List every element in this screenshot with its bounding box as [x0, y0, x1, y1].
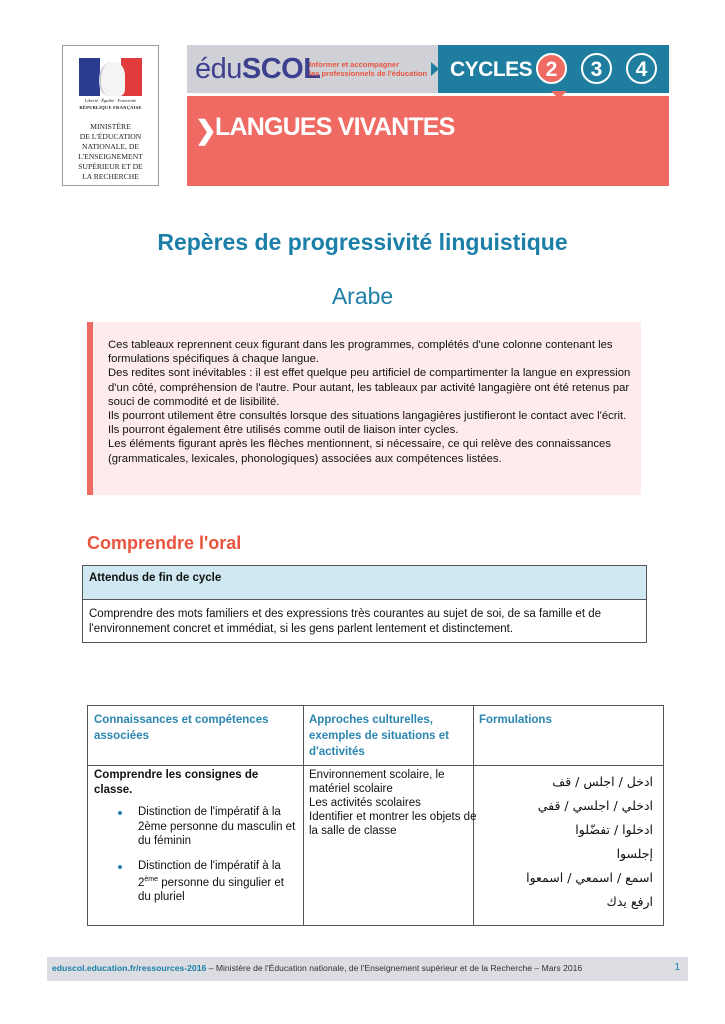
formulation-line: ادخل / اجلس / قف [552, 774, 653, 789]
intro-paragraph: Les éléments figurant après les flèches mentionnent, si nécessaire, ce qui relève des connaissances (grammaticales, lexicales, phonologiques) associées aux compétences listées. [108, 438, 611, 465]
page-title: Repères de progressivité linguistique [157, 229, 568, 255]
footer-link[interactable]: eduscol.education.fr/ressources-2016 [52, 963, 207, 973]
formulation-line: ادخلي / اجلسي / قفي [537, 798, 653, 813]
formulations-cell [483, 770, 653, 914]
attendus-text: Comprendre des mots familiers et des expressions très courantes au sujet de soi, de sa famille et de l'environnement concret et immédiat, si les gens parlent lentement et distinctement. [89, 608, 601, 635]
cycle-2-badge: 2 [536, 53, 567, 84]
table-divider [88, 765, 663, 766]
approche-line: Environnement scolaire, le matériel scolaire [309, 769, 445, 795]
attendus-header-row [83, 566, 646, 600]
competence-list [94, 805, 299, 905]
table-divider [303, 706, 304, 925]
col-header-formulations: Formulations [479, 714, 552, 726]
col-header-approches: Approches culturelles, exemples de situations et d'activités [309, 714, 449, 758]
formulation-line: إجلسوا [616, 846, 653, 861]
cycle-3-badge: 3 [581, 53, 612, 84]
eduscol-logo: éduSCOL [195, 53, 321, 85]
section-heading: Comprendre l'oral [87, 533, 242, 553]
list-item: Distinction de l'impératif à la 2ème personne du masculin et du féminin [94, 805, 299, 849]
section-banner-title: LANGUES VIVANTES [215, 113, 455, 141]
formulation-line: ادخلوا / تفضّلوا [575, 822, 653, 837]
formulation-line: اسمع / اسمعي / اسمعوا [526, 870, 653, 885]
col-header-connaissances: Connaissances et compétences associées [94, 714, 269, 742]
formulation-line: ارفع يدك [606, 894, 653, 909]
page-footer [47, 957, 688, 981]
intro-text [108, 338, 638, 466]
approche-line: Les activités scolaires [309, 797, 421, 809]
competence-title: Comprendre les consignes de classe. [94, 769, 259, 796]
attendus-header: Attendus de fin de cycle [89, 572, 222, 584]
republic-label: RÉPUBLIQUE FRANÇAISE [79, 105, 142, 110]
intro-box [87, 322, 641, 495]
page-number: 1 [674, 962, 680, 973]
langues-vivantes-banner [187, 96, 669, 186]
approches-cell [309, 768, 477, 838]
intro-paragraph: Ils pourront également être utilisés comme outil de liaison inter cycles. [108, 424, 459, 437]
chevron-right-icon: ❯ [195, 115, 217, 145]
cycle-4-badge: 4 [626, 53, 657, 84]
intro-paragraph: Ces tableaux reprennent ceux figurant dans les programmes, complétés d'une colonne contenant les formulations spécifiques à chaque langue. [108, 339, 613, 366]
page-subtitle: Arabe [331, 283, 394, 309]
intro-paragraph: Des redites sont inévitables : il est effet quelque peu artificiel de compartimenter la langue en expression d'un côté, compréhension de l'autre. Pour autant, les tableaux par activité langagière ont été retenus par souci de commodité et de lisibilité. [108, 367, 631, 408]
competences-cell [94, 768, 299, 905]
attendus-table [82, 565, 647, 643]
ministry-logo [62, 45, 159, 186]
cycles-label: CYCLES [450, 58, 533, 81]
cycles-box [438, 45, 669, 93]
list-item: Distinction de l'impératif à la 2ème personne du singulier et du pluriel [94, 859, 299, 905]
intro-paragraph: Ils pourront utilement être consultés lorsque des situations langagières justifieront le contact avec l'écrit. [108, 410, 627, 423]
competences-table [87, 705, 664, 926]
approche-line: Identifier et montrer les objets de la salle de classe [309, 811, 477, 837]
ministry-name: MINISTÈRE DE L'ÉDUCATION NATIONALE, DE L'ENSEIGNEMENT SUPÉRIEUR ET DE LA RECHERCHE [78, 122, 143, 181]
attendus-body-row [83, 600, 646, 642]
marianne-logo-icon [79, 58, 142, 96]
eduscol-banner [187, 45, 438, 93]
footer-text: eduscol.education.fr/ressources-2016 – Ministère de l'Éducation nationale, de l'Enseignement supérieur et de la Recherche – Mars 2016 [52, 963, 583, 973]
republic-motto: Liberté · Égalité · Fraternité [84, 98, 137, 103]
eduscol-tagline: Informer et accompagner les professionnels de l'éducation [309, 60, 428, 78]
